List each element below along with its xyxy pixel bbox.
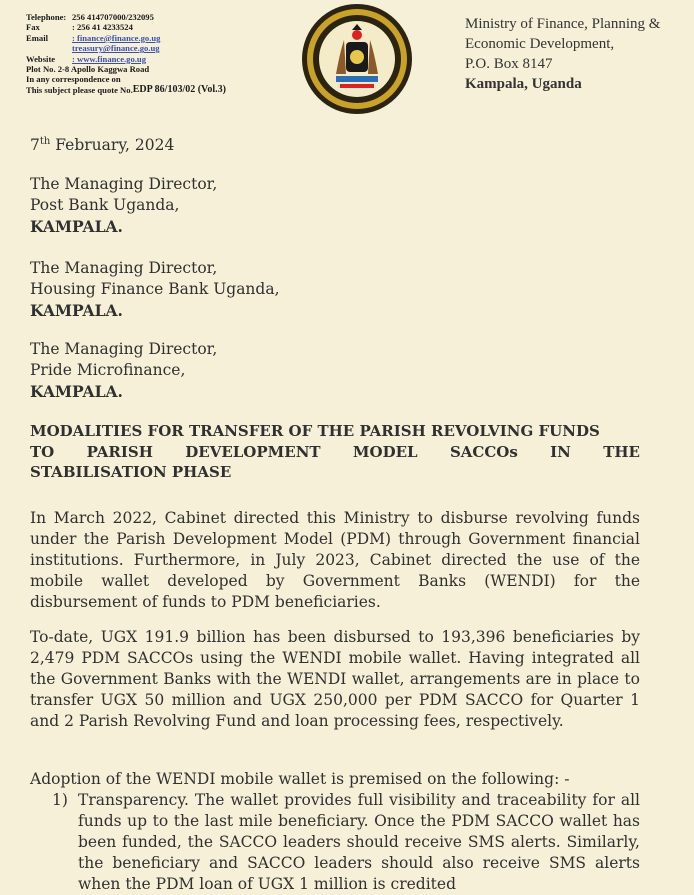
contact-row: Website : www.finance.go.ug xyxy=(26,53,147,64)
subject-line-2: TO PARISH DEVELOPMENT MODEL SACCOs IN THE xyxy=(30,442,640,461)
letter-subject: MODALITIES FOR TRANSFER OF THE PARISH REVOLVING FUNDS TO PARISH DEVELOPMENT MODEL SACCOs IN THE STABILISATION PHASE xyxy=(30,422,640,481)
addressee-block: The Managing Director, Housing Finance Bank Uganda, KAMPALA. xyxy=(30,259,280,320)
ministry-address: Ministry of Finance, Planning & Economic Development, P.O. Box 8147 Kampala, Uganda xyxy=(465,16,661,92)
plot-address: Plot No. 2-8 Apollo Kaggwa Road xyxy=(26,64,150,75)
correspondence-note: In any correspondence on xyxy=(26,74,121,85)
reference-number: EDP 86/103/02 (Vol.3) xyxy=(132,83,226,95)
contact-row: Telephone: 256 414707000/232095 xyxy=(26,12,154,22)
treasury-email-link[interactable]: treasury@finance.go.ug xyxy=(72,43,160,54)
body-paragraph: To-date, UGX 191.9 billion has been disbursed to 193,396 beneficiaries by 2,479 PDM SACCOs using the WENDI mobile wallet. Having integrated all the Government Banks with the WENDI wallet, arrangements are in place to transfer UGX 50 million and UGX 250,000 per PDM SACCO for Quarter 1 and 2 Parish Revolving Fund and loan processing fees, respectively. xyxy=(30,628,640,730)
contact-row: Fax : 256 41 4233524 xyxy=(26,22,133,33)
contact-row: Email : finance@finance.go.ug xyxy=(26,32,161,43)
contact-row xyxy=(26,43,226,53)
addressee-block: The Managing Director, Pride Microfinance, KAMPALA. xyxy=(30,340,218,401)
letter-date: 7th February, 2024 xyxy=(30,136,175,155)
website-link[interactable]: : www.finance.go.ug xyxy=(72,53,147,64)
list-item: 1) Transparency. The wallet provides full visibility and traceability for all funds up to the last mile beneficiary. Once the PDM SACCO wallet has been funded, the SACCO leaders should receive SMS alerts. Similarly, the beneficiary and SACCO leaders should also receive SMS alerts when the PDM loan of UGX 1 million is credited xyxy=(52,791,640,893)
email-link[interactable]: : finance@finance.go.ug xyxy=(72,32,161,43)
body-paragraph: Adoption of the WENDI mobile wallet is premised on the following: - xyxy=(30,770,570,788)
body-paragraph: In March 2022, Cabinet directed this Ministry to disburse revolving funds under the Parish Development Model (PDM) through Government financial institutions. Furthermore, in July 2023, Cabinet directed the use of the mobile wallet developed by Government Banks (WENDI) for the disbursement of funds to PDM beneficiaries. xyxy=(30,509,640,611)
uganda-coat-of-arms-seal-icon xyxy=(300,2,414,116)
addressee-block: The Managing Director, Post Bank Uganda, KAMPALA. xyxy=(30,175,218,236)
letterhead-contact xyxy=(26,12,226,95)
quote-line: This subject please quote No. EDP 86/103/02 (Vol.3) xyxy=(26,83,226,95)
